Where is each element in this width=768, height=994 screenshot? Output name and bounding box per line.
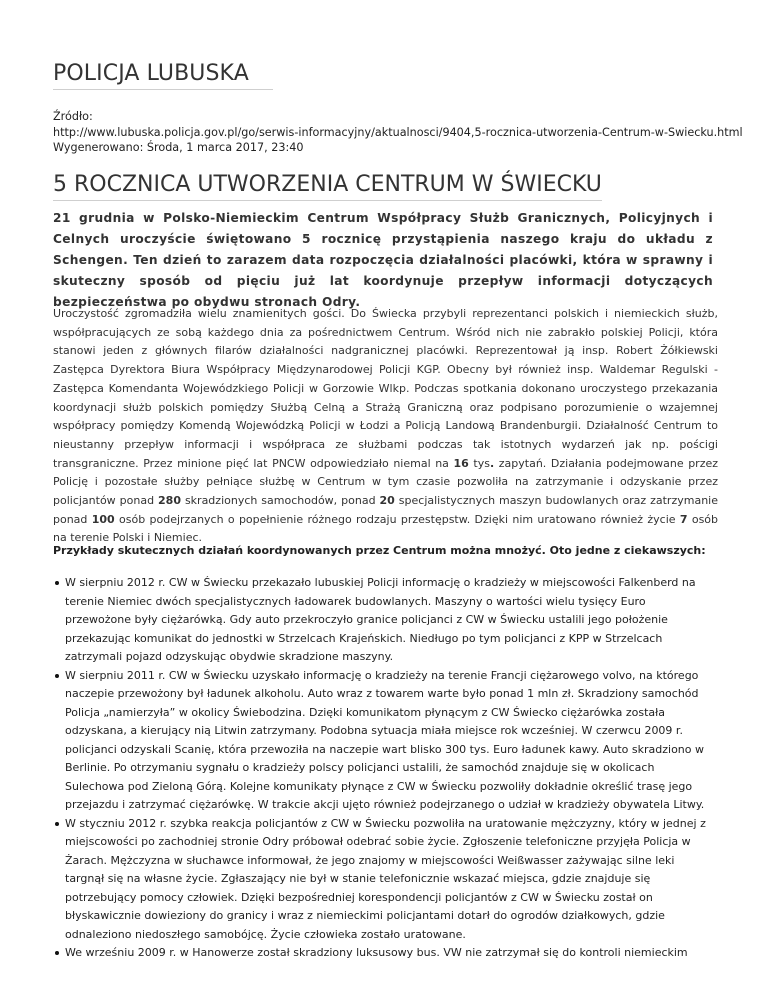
stat-suspects: 100	[91, 512, 115, 526]
body-text: zapytań. Działania podejmowane przez Policję i pozostałe służby pełniące służbę w Centrum w tym czasie pozwoliła na zatrzymanie i odzyskanie przez policjantów ponad	[53, 456, 719, 508]
body-text: osób na terenie Polski i Niemiec.	[53, 512, 719, 545]
body-text-dot: .	[490, 456, 495, 470]
examples-heading: Przykłady skutecznych działań koordynowanych przez Centrum można mnożyć. Oto jedne z ciekawszych:	[53, 544, 706, 557]
list-item: We wrześniu 2009 r. w Hanowerze został skradziony luksusowy bus. VW nie zatrzymał się do kontroli niemieckim	[65, 944, 715, 963]
body-text: specjalistycznych maszyn budowlanych oraz zatrzymanie ponad	[53, 494, 718, 526]
body-text: skradzionych samochodów, ponad	[180, 494, 380, 508]
document-meta	[53, 109, 743, 156]
article-lead: 21 grudnia w Polsko-Niemieckim Centrum Współpracy Służb Granicznych, Policyjnych i Celnych uroczyście świętowano 5 rocznicę przystąpienia naszego kraju do układu z Schengen. Ten dzień to zarazem data rozpoczęcia działalności placówki, która w sprawny i skuteczny sposób od pięciu już lat koordynuje przepływ informacji dotyczących bezpieczeństwa po obydwu stronach Odry.	[53, 211, 713, 309]
stat-queries: 16	[453, 456, 469, 470]
body-text: Uroczystość zgromadziła wielu znamienitych gości. Do Świecka przybyli reprezentanci polskich i niemieckich służb, współpracujących ze sobą każdego dnia za pośrednictwem Centrum. Wśród nich nie zabrakło polskiej Policji, która stanowi jeden z głównych filarów działalności nadgranicznej placówki. Reprezentował ją insp. Robert Żółkiewski Zastępca Dyrektora Biura Współpracy Międzynarodowej Policji KGP. Obecny był również insp. Waldemar Regulski - Zastępca Komendanta Wojewódzkiego Policji w Gorzowie Wlkp. Podczas spotkania dokonano uroczystego przekazania koordynacji służb polskich pomiędzy Służbą Celną a Strażą Graniczną oraz podpisano porozumienie o wzajemnej współpracy pomiędzy Komendą Wojewódzką Policji w Łodzi a Policją Landową Brandenburgii. Działalność Centrum to nieustanny przepływ informacji i współpraca ze służbami podczas tak istotnych wydarzeń jak np. pościgi transgraniczne. Przez minione pięć lat PNCW odpowiedziało niemal na	[53, 307, 718, 470]
generated-date: Wygenerowano: Środa, 1 marca 2017, 23:40	[53, 141, 304, 154]
stat-machines: 20	[379, 494, 395, 508]
article-title: 5 ROCZNICA UTWORZENIA CENTRUM W ŚWIECKU	[53, 172, 602, 201]
body-text: tys	[468, 456, 490, 470]
examples-list	[53, 574, 715, 963]
list-item: W sierpniu 2012 r. CW w Świecku przekazało lubuskiej Policji informację o kradzieży w miejscowości Falkenberd na terenie Niemiec dwóch specjalistycznych ładowarek budowlanych. Maszyny o wartości wielu tysięcy Euro przewożone były ciężarówką. Gdy auto przekroczyło granice policjanci z CW w Świecku ustalili jego położenie przekazując komunikat do jednostki w Strzelcach Krajeńskich. Niedługo po tym policjanci z KPP w Strzelcach zatrzymali pojazd odzyskując obydwie skradzione maszyny.	[65, 574, 715, 667]
stat-cars: 280	[158, 494, 181, 508]
article-body	[53, 305, 718, 548]
body-text: osób podejrzanych o popełnienie różnego rodzaju przestępstw. Dzięki nim uratowano również życie	[114, 512, 680, 526]
source-label: Źródło:	[53, 110, 93, 123]
list-item: W sierpniu 2011 r. CW w Świecku uzyskało informację o kradzieży na terenie Francji ciężarowego volvo, na którego naczepie przewożony był ładunek alkoholu. Auto wraz z towarem warte było ponad 1 mln zł. Skradziony samochód Policja „namierzyła” w okolicy Świebodzina. Dzięki komunikatom płynącym z CW Świecko ciężarówka została odzyskana, a kierujący nią Litwin zatrzymany. Podobna sytuacja miała miejsce rok wcześniej. W czerwcu 2009 r. policjanci odzyskali Scanię, która przewoziła na naczepie wart blisko 300 tys. Euro ładunek kawy. Auto skradziono w Berlinie. Po otrzymaniu sygnału o kradzieży polscy policjanci ustalili, że samochód znajduje się w okolicach Sulechowa pod Zieloną Górą. Kolejne komunikaty płynące z CW w Świecku pozwoliły dokładnie określić trasę jego przejazdu i zatrzymać ciężarówkę. W trakcie akcji ujęto również podejrzanego o udział w kradzieży obywatela Litwy.	[65, 667, 715, 815]
list-item: W styczniu 2012 r. szybka reakcja policjantów z CW w Świecku pozwoliła na uratowanie mężczyzny, który w jednej z miejscowości po zachodniej stronie Odry próbował odebrać sobie życie. Zgłoszenie telefoniczne przyjęła Policja w Żarach. Mężczyzna w słuchawce informował, że jego znajomy w miejscowości Weißwasser zażywając silne leki targnął się na własne życie. Zgłaszający nie był w stanie telefonicznie wskazać miejsca, gdzie znajduje się potrzebujący pomocy człowiek. Dzięki bezpośredniej korespondencji policjantów z CW w Świecku został on błyskawicznie dowieziony do granicy i wraz z niemieckimi policjantami dotarł do ogrodów działkowych, gdzie odnaleziono niedoszłego samobójcę. Życie człowieka zostało uratowane.	[65, 815, 715, 945]
stat-lives: 7	[679, 512, 688, 526]
site-title: POLICJA LUBUSKA	[53, 61, 273, 90]
source-url[interactable]: http://www.lubuska.policja.gov.pl/go/serwis-informacyjny/aktualnosci/9404,5-rocznica-utworzenia-Centrum-w-Swiecku.html	[53, 125, 743, 139]
